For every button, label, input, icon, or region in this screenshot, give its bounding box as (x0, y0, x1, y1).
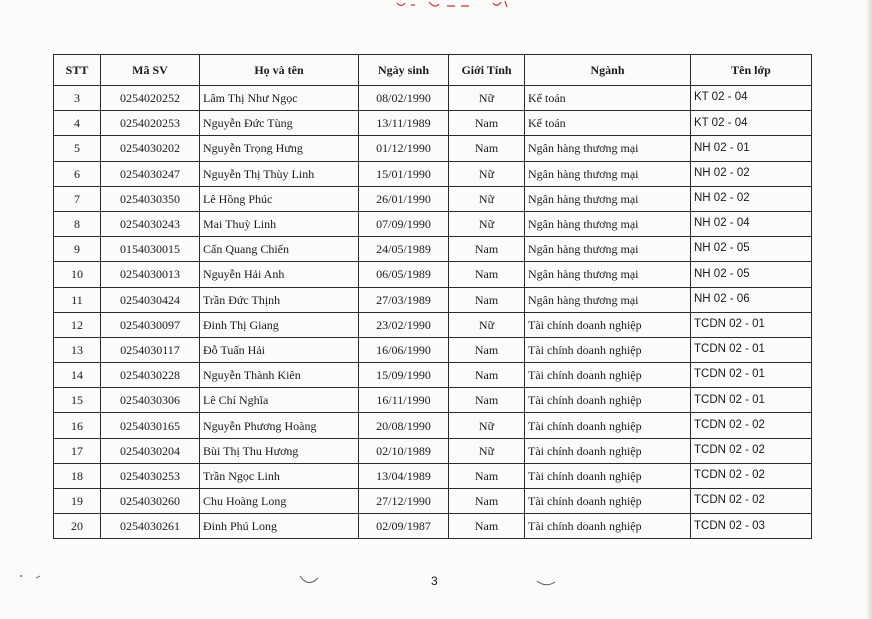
cell-nganh: Tài chính doanh nghiệp (525, 438, 691, 463)
cell-ngay-sinh: 08/02/1990 (359, 86, 449, 111)
scan-smudge-right (536, 578, 556, 588)
cell-ma-sv: 0254030350 (101, 186, 200, 211)
cell-gioi-tinh: Nam (449, 489, 525, 514)
cell-stt: 20 (54, 514, 101, 539)
cell-ngay-sinh: 23/02/1990 (359, 312, 449, 337)
cell-gioi-tinh: Nam (449, 337, 525, 362)
cell-nganh: Tài chính doanh nghiệp (525, 312, 691, 337)
cell-ngay-sinh: 06/05/1989 (359, 262, 449, 287)
cell-ngay-sinh: 16/06/1990 (359, 337, 449, 362)
cell-ngay-sinh: 13/04/1989 (359, 463, 449, 488)
table-row (54, 312, 812, 337)
cell-ho-ten: Nguyễn Đức Tùng (200, 111, 359, 136)
cell-ma-sv: 0254030424 (101, 287, 200, 312)
scan-smudge-left (298, 572, 320, 588)
cell-ma-sv: 0254030261 (101, 514, 200, 539)
cell-ten-lop: NH 02 - 02 (691, 186, 812, 211)
cell-stt: 19 (54, 489, 101, 514)
cell-ten-lop: NH 02 - 06 (691, 287, 812, 312)
cell-gioi-tinh: Nam (449, 514, 525, 539)
table-row (54, 161, 812, 186)
cell-ten-lop: KT 02 - 04 (691, 111, 812, 136)
table-body (54, 86, 812, 539)
cell-stt: 17 (54, 438, 101, 463)
cell-ngay-sinh: 16/11/1990 (359, 388, 449, 413)
cell-ngay-sinh: 07/09/1990 (359, 211, 449, 236)
header-ho-ten: Họ và tên (200, 55, 359, 86)
cell-gioi-tinh: Nam (449, 463, 525, 488)
table-row (54, 136, 812, 161)
cell-gioi-tinh: Nữ (449, 413, 525, 438)
cell-ma-sv: 0254030013 (101, 262, 200, 287)
cell-nganh: Tài chính doanh nghiệp (525, 514, 691, 539)
cell-ten-lop: NH 02 - 01 (691, 136, 812, 161)
cell-ho-ten: Lê Hồng Phúc (200, 186, 359, 211)
cell-ngay-sinh: 15/09/1990 (359, 363, 449, 388)
cell-ho-ten: Nguyễn Thị Thùy Linh (200, 161, 359, 186)
cell-ma-sv: 0254030253 (101, 463, 200, 488)
cell-ma-sv: 0254030228 (101, 363, 200, 388)
cell-ngay-sinh: 26/01/1990 (359, 186, 449, 211)
table-row (54, 363, 812, 388)
cell-ngay-sinh: 13/11/1989 (359, 111, 449, 136)
cell-gioi-tinh: Nữ (449, 86, 525, 111)
cell-nganh: Kế toán (525, 111, 691, 136)
cell-ten-lop: TCDN 02 - 02 (691, 438, 812, 463)
table-row (54, 438, 812, 463)
header-nganh: Ngành (525, 55, 691, 86)
cell-ma-sv: 0254030097 (101, 312, 200, 337)
cell-ma-sv: 0254020252 (101, 86, 200, 111)
table-row (54, 111, 812, 136)
cell-gioi-tinh: Nữ (449, 161, 525, 186)
cell-nganh: Tài chính doanh nghiệp (525, 413, 691, 438)
cell-ma-sv: 0254030306 (101, 388, 200, 413)
cell-ten-lop: NH 02 - 05 (691, 237, 812, 262)
cell-ten-lop: KT 02 - 04 (691, 86, 812, 111)
cell-nganh: Ngân hàng thương mại (525, 211, 691, 236)
cell-gioi-tinh: Nam (449, 287, 525, 312)
cell-stt: 8 (54, 211, 101, 236)
table-row (54, 413, 812, 438)
cell-ten-lop: TCDN 02 - 01 (691, 312, 812, 337)
cell-ma-sv: 0254030165 (101, 413, 200, 438)
cell-gioi-tinh: Nam (449, 262, 525, 287)
cell-ngay-sinh: 02/10/1989 (359, 438, 449, 463)
table-row (54, 514, 812, 539)
cell-ho-ten: Lâm Thị Như Ngọc (200, 86, 359, 111)
cell-gioi-tinh: Nam (449, 388, 525, 413)
table-row (54, 388, 812, 413)
cell-ho-ten: Nguyễn Thành Kiên (200, 363, 359, 388)
student-list-table (53, 54, 812, 539)
cell-ma-sv: 0254030247 (101, 161, 200, 186)
table-row (54, 237, 812, 262)
header-gioi-tinh: Giới Tính (449, 55, 525, 86)
cell-ngay-sinh: 20/08/1990 (359, 413, 449, 438)
cell-ten-lop: TCDN 02 - 01 (691, 363, 812, 388)
cell-ngay-sinh: 27/03/1989 (359, 287, 449, 312)
page-number: 3 (431, 574, 438, 588)
cell-ten-lop: TCDN 02 - 01 (691, 337, 812, 362)
cell-ma-sv: 0254030117 (101, 337, 200, 362)
cell-ho-ten: Cấn Quang Chiến (200, 237, 359, 262)
cell-gioi-tinh: Nam (449, 136, 525, 161)
header-ten-lop: Tên lớp (691, 55, 812, 86)
table-row (54, 489, 812, 514)
cell-ten-lop: TCDN 02 - 02 (691, 463, 812, 488)
cell-ho-ten: Trần Đức Thịnh (200, 287, 359, 312)
cell-ten-lop: NH 02 - 05 (691, 262, 812, 287)
table-row (54, 211, 812, 236)
cell-nganh: Ngân hàng thương mại (525, 136, 691, 161)
cell-gioi-tinh: Nữ (449, 312, 525, 337)
header-ma-sv: Mã SV (101, 55, 200, 86)
cell-ho-ten: Đỗ Tuấn Hải (200, 337, 359, 362)
cell-ngay-sinh: 02/09/1987 (359, 514, 449, 539)
red-handwritten-mark (395, 0, 535, 10)
cell-stt: 14 (54, 363, 101, 388)
cell-stt: 4 (54, 111, 101, 136)
page-edge-shadow (866, 0, 872, 619)
cell-ngay-sinh: 27/12/1990 (359, 489, 449, 514)
table-row (54, 186, 812, 211)
cell-gioi-tinh: Nữ (449, 211, 525, 236)
header-stt: STT (54, 55, 101, 86)
cell-nganh: Ngân hàng thương mại (525, 161, 691, 186)
header-ngay-sinh: Ngày sinh (359, 55, 449, 86)
table-row (54, 337, 812, 362)
table-row (54, 262, 812, 287)
cell-ho-ten: Mai Thuỳ Linh (200, 211, 359, 236)
cell-nganh: Tài chính doanh nghiệp (525, 363, 691, 388)
cell-stt: 3 (54, 86, 101, 111)
cell-gioi-tinh: Nữ (449, 438, 525, 463)
cell-ho-ten: Nguyễn Trọng Hưng (200, 136, 359, 161)
cell-ho-ten: Nguyễn Phương Hoàng (200, 413, 359, 438)
cell-stt: 6 (54, 161, 101, 186)
cell-nganh: Ngân hàng thương mại (525, 262, 691, 287)
cell-gioi-tinh: Nam (449, 237, 525, 262)
cell-stt: 11 (54, 287, 101, 312)
cell-nganh: Ngân hàng thương mại (525, 186, 691, 211)
cell-ho-ten: Chu Hoàng Long (200, 489, 359, 514)
cell-stt: 12 (54, 312, 101, 337)
cell-gioi-tinh: Nam (449, 111, 525, 136)
cell-stt: 13 (54, 337, 101, 362)
cell-ho-ten: Đinh Thị Giang (200, 312, 359, 337)
cell-nganh: Tài chính doanh nghiệp (525, 463, 691, 488)
cell-ten-lop: TCDN 02 - 02 (691, 413, 812, 438)
cell-nganh: Tài chính doanh nghiệp (525, 337, 691, 362)
cell-ho-ten: Bùi Thị Thu Hương (200, 438, 359, 463)
cell-ho-ten: Nguyễn Hải Anh (200, 262, 359, 287)
cell-ma-sv: 0254020253 (101, 111, 200, 136)
cell-nganh: Ngân hàng thương mại (525, 237, 691, 262)
cell-nganh: Ngân hàng thương mại (525, 287, 691, 312)
cell-ngay-sinh: 01/12/1990 (359, 136, 449, 161)
cell-stt: 18 (54, 463, 101, 488)
cell-ngay-sinh: 15/01/1990 (359, 161, 449, 186)
cell-nganh: Tài chính doanh nghiệp (525, 489, 691, 514)
cell-ten-lop: TCDN 02 - 02 (691, 489, 812, 514)
cell-ten-lop: TCDN 02 - 03 (691, 514, 812, 539)
cell-ho-ten: Lê Chí Nghĩa (200, 388, 359, 413)
cell-stt: 7 (54, 186, 101, 211)
cell-stt: 16 (54, 413, 101, 438)
cell-ma-sv: 0254030260 (101, 489, 200, 514)
cell-ho-ten: Đinh Phú Long (200, 514, 359, 539)
cell-stt: 15 (54, 388, 101, 413)
cell-ten-lop: NH 02 - 02 (691, 161, 812, 186)
table-row (54, 463, 812, 488)
cell-ten-lop: NH 02 - 04 (691, 211, 812, 236)
table-header-row (54, 55, 812, 86)
cell-ma-sv: 0254030243 (101, 211, 200, 236)
cell-ten-lop: TCDN 02 - 01 (691, 388, 812, 413)
cell-ho-ten: Trần Ngọc Linh (200, 463, 359, 488)
cell-ma-sv: 0154030015 (101, 237, 200, 262)
cell-nganh: Tài chính doanh nghiệp (525, 388, 691, 413)
cell-gioi-tinh: Nữ (449, 186, 525, 211)
cell-ma-sv: 0254030204 (101, 438, 200, 463)
scan-speck-left (18, 568, 48, 582)
cell-ma-sv: 0254030202 (101, 136, 200, 161)
cell-ngay-sinh: 24/05/1989 (359, 237, 449, 262)
cell-gioi-tinh: Nam (449, 363, 525, 388)
cell-stt: 10 (54, 262, 101, 287)
cell-nganh: Kế toán (525, 86, 691, 111)
cell-stt: 9 (54, 237, 101, 262)
table-row (54, 287, 812, 312)
cell-stt: 5 (54, 136, 101, 161)
table-row (54, 86, 812, 111)
